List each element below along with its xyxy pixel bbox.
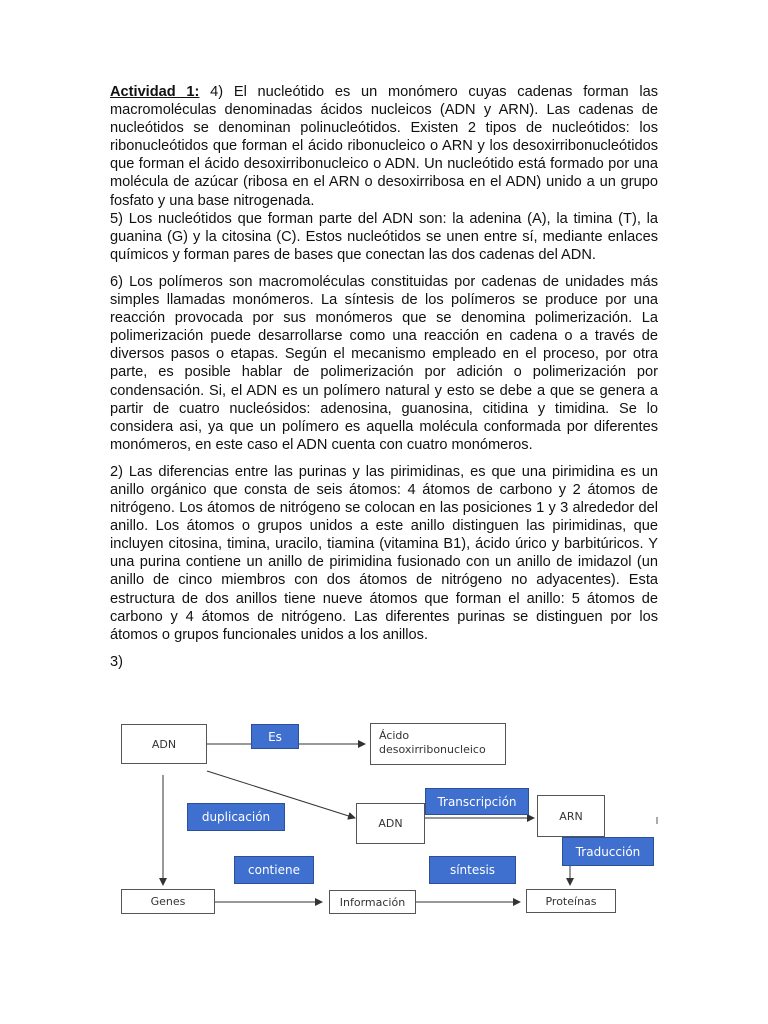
node-informacion: Información — [329, 890, 416, 914]
node-adn-top: ADN — [121, 724, 207, 764]
label-es: Es — [251, 724, 299, 749]
node-proteinas: Proteínas — [526, 889, 616, 913]
paragraph-4 — [110, 83, 658, 210]
concept-map — [110, 713, 658, 923]
label-duplicacion: duplicación — [187, 803, 285, 831]
label-transcripcion: Transcripción — [425, 788, 529, 815]
paragraph-3: 3) — [110, 653, 123, 670]
label-sintesis: síntesis — [429, 856, 516, 884]
label-contiene: contiene — [234, 856, 314, 884]
node-genes: Genes — [121, 889, 215, 914]
activity-title: Actividad 1: — [110, 84, 200, 100]
paragraph-2: 2) Las diferencias entre las purinas y las pirimidinas, es que una pirimidina es un anillo orgánico que consta de seis átomos: 4 átomos de carbono y 2 átomos de nitrógeno. Los átomos de nitrógeno se colocan en las posiciones 1 y 3 alrededor del anillo. Los átomos o grupos unidos a este anillo distinguen las pirimidinas, que incluyen citosina, timina, uracilo, tiamina (vitamina B1), ácido úrico y barbitúricos. Y una purina contiene un anillo de pirimidina fusionado con un anillo de imidazol (un anillo de cinco miembros con dos átomos de nitrógeno no adyacentes). Esta estructura de dos anillos tiene nueve átomos que forman el anillo: 5 átomos de carbono y 4 átomos de nitrógeno. Las diferentes purinas se distinguen por los átomos o grupos funcionales unidos a los anillos. — [110, 463, 658, 643]
document-body — [110, 83, 658, 680]
node-acido-desoxirribonucleico: Ácido desoxirribonucleico — [370, 723, 506, 765]
paragraph-6: 6) Los polímeros son macromoléculas constituidas por cadenas de unidades más simples llamadas monómeros. La síntesis de los polímeros se produce por una reacción provocada por sus monómeros que se denomina polimerización. La polimerización puede desarrollarse como una reacción en cadena o a través de diversos pasos o etapas. Según el mecanismo empleado en el proceso, por otra parte, es posible hablar de polimerización por adición o polimerización por condensación. Si, el ADN es un polímero natural y esto se debe a que se genera a partir de cuatro nucleósidos: adenosina, guanosina, citidina y timidina. Se lo considera asi, ya que un polímero es aquella molécula conformada por diferentes monómeros, en este caso el ADN cuenta con cuatro monómeros. — [110, 273, 658, 453]
label-traduccion: Traducción — [562, 837, 654, 866]
node-adn-middle: ADN — [356, 803, 425, 844]
paragraph-5: 5) Los nucleótidos que forman parte del ADN son: la adenina (A), la timina (T), la guanina (G) y la citosina (C). Estos nucleótidos se unen entre sí, mediante enlaces químicos y forman pares de bases que conectan las dos cadenas del ADN. — [110, 210, 658, 263]
node-arn: ARN — [537, 795, 605, 837]
paragraph-4-text: 4) El nucleótido es un monómero cuyas cadenas forman las macromoléculas denominadas ácidos nucleicos (ADN y ARN). Las cadenas de nucleótidos se denominan polinucleótidos. Existen 2 tipos de nucleótidos: los ribonucleótidos que forman el ácido ribonucleico o ARN y los desoxirribonucleótidos que forman el ácido desoxirribonucleico o ADN. Un nucleótido está formado por una molécula de azúcar (ribosa en el ARN o desoxirribosa en el ADN) unido a un grupo fosfato y una base nitrogenada. — [110, 84, 659, 209]
